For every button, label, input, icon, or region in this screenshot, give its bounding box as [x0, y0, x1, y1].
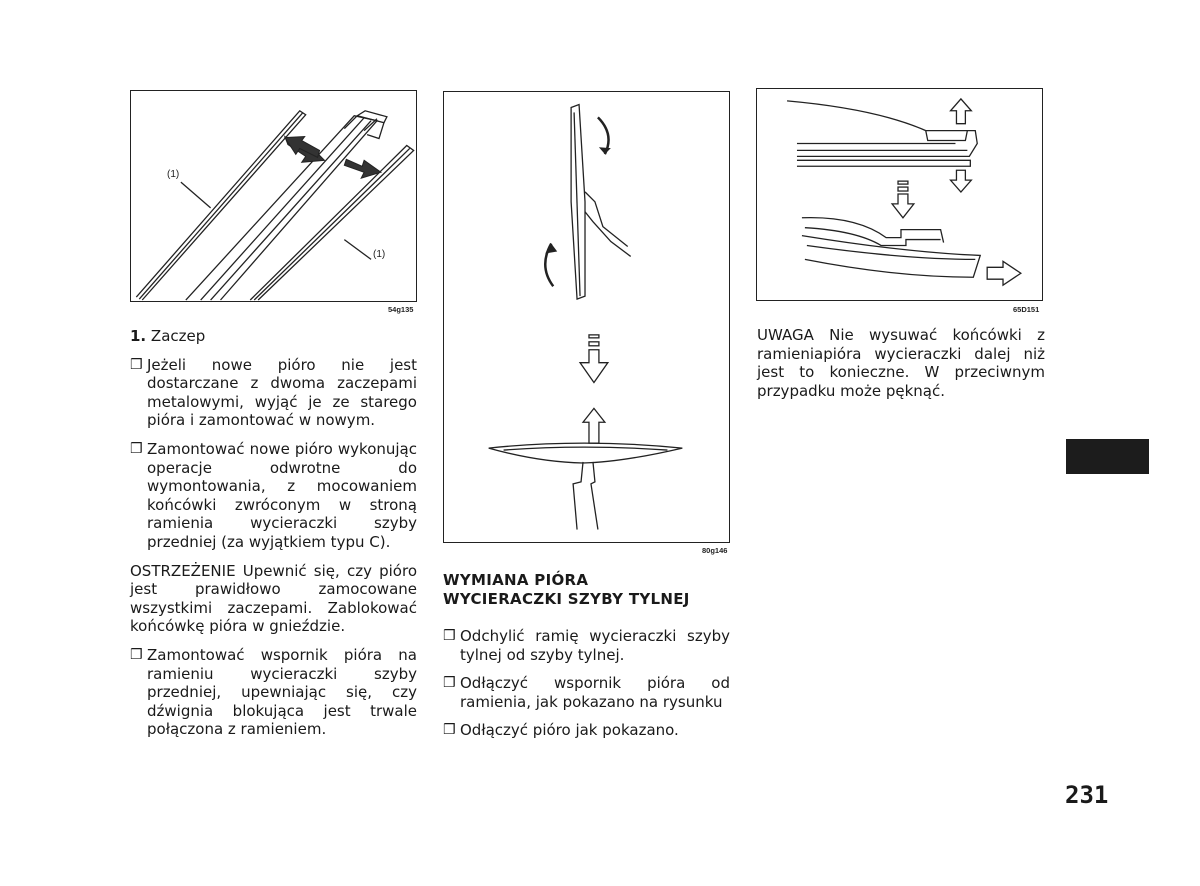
column-left — [130, 327, 417, 749]
list-item-text: Odłączyć pióro jak pokazano. — [460, 721, 679, 740]
section-heading-line: WYMIANA PIÓRA — [443, 571, 589, 589]
figure-rear-wiper-removal — [443, 91, 730, 543]
blade-tip-illustration — [757, 89, 1042, 300]
checkbox-icon: ❒ — [443, 675, 456, 692]
rear-wiper-illustration — [444, 92, 729, 542]
callout-label-right: (1) — [373, 249, 386, 260]
checkbox-icon: ❒ — [443, 722, 456, 739]
figure-code: 65D151 — [1013, 305, 1040, 314]
checkbox-icon: ❒ — [130, 356, 143, 373]
wiper-clips-illustration — [131, 91, 416, 301]
list-item-text: Odchylić ramię wycieraczki szyby tylnej od szyby tylnej. — [460, 627, 730, 664]
list-item-text: Zamontować wspornik pióra na ramieniu wycieraczki szyby przedniej, upewniając się, czy dźwignia blokująca jest trwale połączona z ramieniem. — [147, 645, 417, 739]
checkbox-icon: ❒ — [443, 628, 456, 644]
legend — [130, 327, 417, 346]
callout-label-left: (1) — [167, 169, 180, 180]
column-middle — [443, 571, 730, 750]
list-item-text: Jeżeli nowe pióro nie jest dostarczane z dwoma zaczepami metalowymi, wyjąć je ze starego pióra i zamontować w nowym. — [147, 355, 417, 430]
legend-number: 1. — [130, 327, 147, 345]
warning-paragraph: OSTRZEŻENIE Upewnić się, czy pióro jest prawidłowo zamocowane wszystkimi zaczepami. Zablokować końcówkę pióra w gnieździe. — [130, 561, 417, 636]
list-item-text: Zamontować nowe pióro wykonując operacje odwrotne do wymontowania, z mocowaniem końcówki zwróconym w stroną ramienia wycieraczki szyby przedniej (za wyjątkiem typu C). — [147, 439, 417, 551]
page-number: 231 — [1065, 781, 1109, 809]
section-heading — [443, 571, 730, 609]
list-item — [130, 440, 417, 552]
figure-blade-tip-detail — [756, 88, 1043, 301]
list-item — [443, 721, 730, 740]
column-right — [757, 326, 1045, 410]
figure-code: 80g146 — [702, 546, 728, 555]
section-tab-marker — [1066, 439, 1149, 474]
list-item — [130, 356, 417, 430]
list-item-text: Odłączyć wspornik pióra od ramienia, jak pokazano na rysunku — [460, 674, 730, 711]
note-paragraph: UWAGA Nie wysuwać końcówki z ramieniapióra wycieraczki dalej niż jest to konieczne. W przeciwnym przypadku może pęknąć. — [757, 326, 1045, 400]
checkbox-icon: ❒ — [130, 646, 143, 663]
checkbox-icon: ❒ — [130, 440, 143, 457]
section-heading-line: WYCIERACZKI SZYBY TYLNEJ — [443, 590, 690, 608]
list-item — [443, 627, 730, 664]
list-item — [130, 646, 417, 739]
figure-code: 54g135 — [388, 305, 414, 314]
list-item — [443, 674, 730, 711]
legend-text: Zaczep — [150, 327, 206, 345]
figure-wiper-blade-clips — [130, 90, 417, 302]
